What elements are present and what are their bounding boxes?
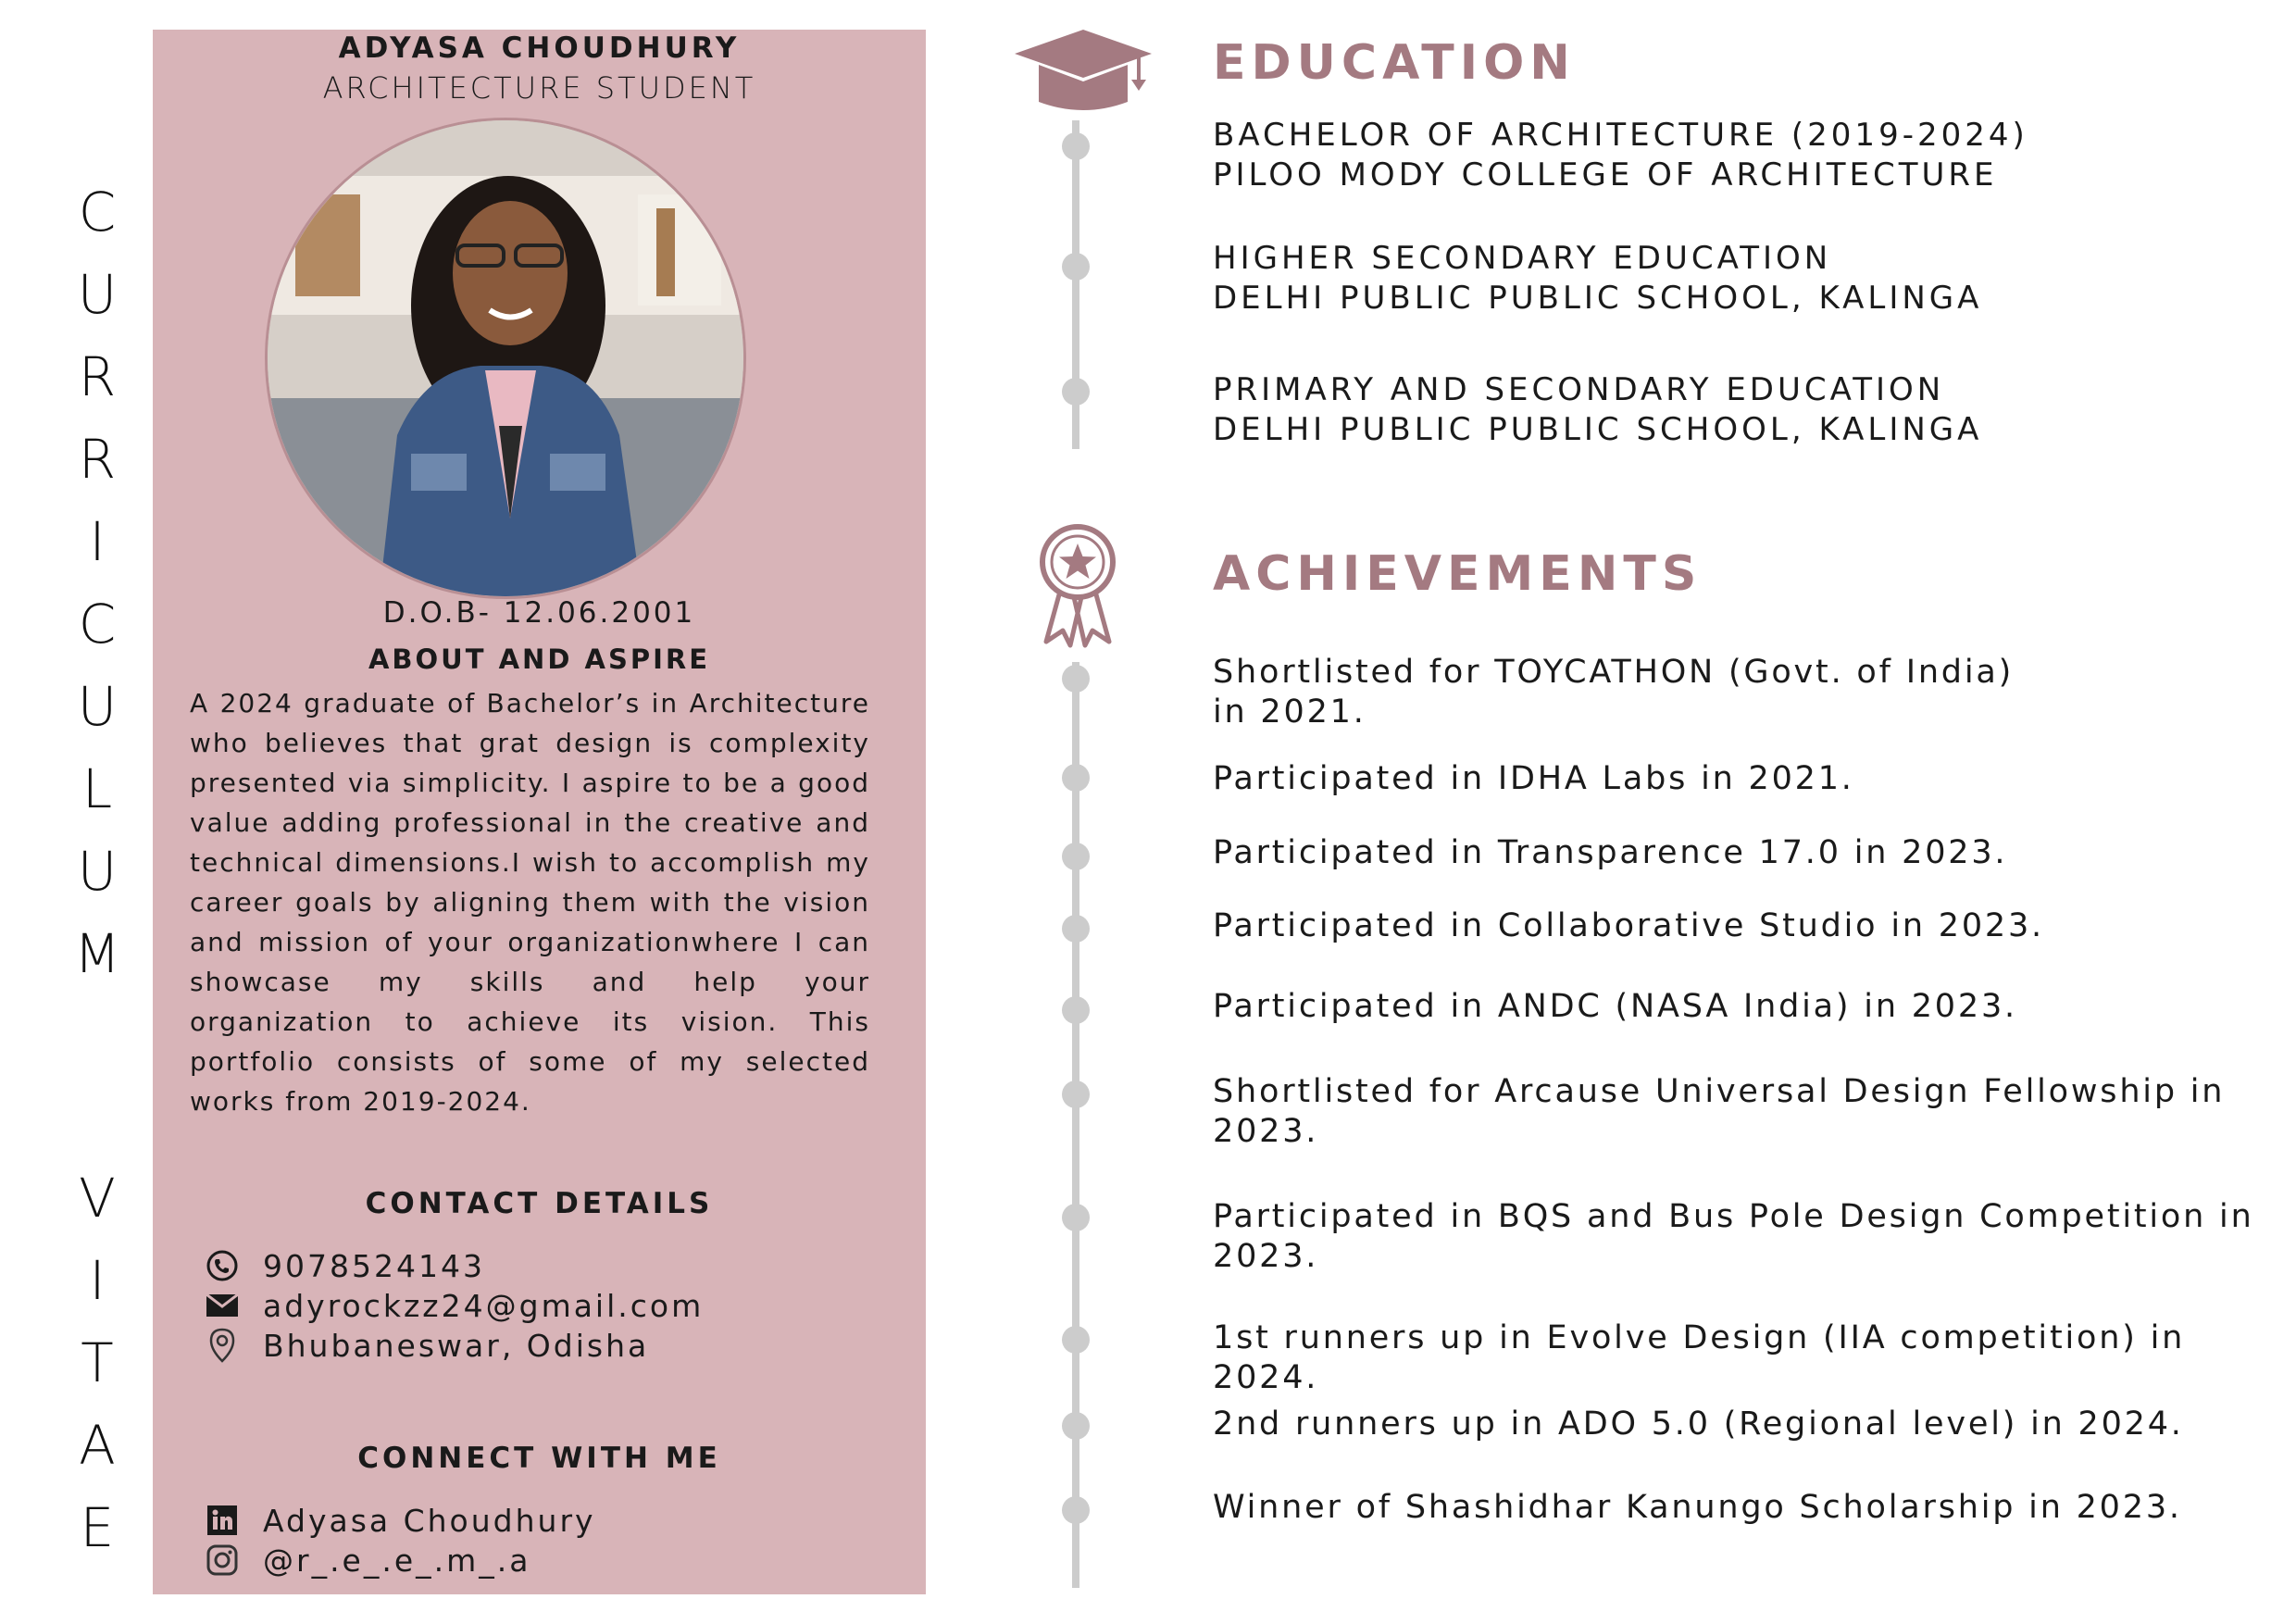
- instagram-handle[interactable]: @r_.e_.e_.m_.a: [263, 1542, 531, 1579]
- location-pin-icon: [204, 1327, 241, 1364]
- achievements-heading: ACHIEVEMENTS: [1213, 546, 1703, 602]
- timeline-dot: [1062, 1496, 1090, 1524]
- achievement-text: Participated in BQS and Bus Pole Design Competition in: [1213, 1198, 2254, 1235]
- graduation-cap-icon: [1009, 26, 1157, 122]
- achievement-item-2: [1213, 759, 2268, 799]
- connect-heading: CONNECT WITH ME: [357, 1442, 721, 1475]
- achievement-text: 2023.: [1213, 1238, 1319, 1275]
- vertical-letter: C: [78, 593, 117, 656]
- contact-phone: [204, 1247, 485, 1284]
- about-heading: ABOUT AND ASPIRE: [368, 643, 711, 675]
- vertical-letter: R: [78, 428, 117, 491]
- vertical-letter: I: [89, 510, 106, 573]
- timeline-dot: [1062, 843, 1090, 870]
- profile-panel: [153, 30, 926, 1594]
- about-text: A 2024 graduate of Bachelor’s in Architecture who believes that grat design is complexity presented via simplicity. I aspire to be a good value adding professional in the creative and technical dimensions.I wish to accomplish my career goals by aligning them with the vision and mission of your organizationwhere I can showcase my skills and help your organization to achieve its vision. This portfolio consists of some of my selected works from 2019-2024.: [190, 688, 870, 1117]
- contact-heading: CONTACT DETAILS: [365, 1187, 714, 1220]
- timeline-dot: [1062, 1204, 1090, 1231]
- contact-email: [204, 1287, 704, 1324]
- timeline-dot: [1062, 1412, 1090, 1440]
- linkedin-name[interactable]: Adyasa Choudhury: [263, 1502, 596, 1539]
- profile-photo: [265, 118, 746, 599]
- achievement-item-8: [1213, 1318, 2268, 1398]
- profile-name: ADYASA CHOUDHURY: [338, 31, 741, 65]
- vertical-letter: U: [77, 840, 118, 903]
- connect-linkedin: [204, 1502, 596, 1539]
- achievement-text: 2nd runners up in ADO 5.0 (Regional level) in 2024.: [1213, 1405, 2184, 1443]
- vertical-letter: C: [78, 181, 117, 244]
- location-text: Bhubaneswar, Odisha: [263, 1327, 650, 1364]
- achievement-text: Shortlisted for Arcause Universal Design Fellowship in: [1213, 1073, 2226, 1110]
- date-of-birth: D.O.B- 12.06.2001: [382, 596, 696, 630]
- achievement-text: Participated in ANDC (NASA India) in 2023.: [1213, 988, 2017, 1025]
- vertical-letter: A: [79, 1414, 116, 1477]
- timeline-dot: [1062, 253, 1090, 281]
- achievement-text: Participated in Collaborative Studio in 2023.: [1213, 907, 2044, 944]
- education-item-2: [1213, 239, 1982, 319]
- profile-photo-illustration: [268, 120, 746, 599]
- education-institution: DELHI PUBLIC PUBLIC SCHOOL, KALINGA: [1213, 280, 1983, 317]
- achievement-item-3: [1213, 833, 2268, 873]
- achievement-item-5: [1213, 987, 2268, 1027]
- timeline-dot: [1062, 132, 1090, 160]
- vertical-letter: T: [81, 1331, 114, 1394]
- vertical-letter: I: [89, 1249, 106, 1312]
- vertical-letter: L: [81, 757, 113, 820]
- achievement-item-1: [1213, 653, 2268, 732]
- timeline-dot: [1062, 1081, 1090, 1108]
- vertical-letter: U: [77, 675, 118, 738]
- achievement-item-7: [1213, 1197, 2268, 1277]
- vertical-letter: M: [73, 922, 121, 985]
- timeline-dot: [1062, 1326, 1090, 1354]
- connect-instagram: [204, 1542, 531, 1579]
- achievement-item-6: [1213, 1072, 2268, 1152]
- education-degree: HIGHER SECONDARY EDUCATION: [1213, 240, 1832, 277]
- achievement-text: 1st runners up in Evolve Design (IIA competition) in 2024.: [1213, 1319, 2186, 1396]
- achievement-text: in 2021.: [1213, 693, 1366, 731]
- timeline-dot: [1062, 764, 1090, 792]
- education-item-3: [1213, 370, 1982, 450]
- timeline-dot: [1062, 996, 1090, 1024]
- vertical-title-vitae: [65, 1157, 130, 1569]
- profile-role: ARCHITECTURE STUDENT: [322, 70, 756, 106]
- award-ribbon-icon: [1035, 523, 1120, 652]
- achievement-item-4: [1213, 906, 2268, 946]
- achievement-text: Shortlisted for TOYCATHON (Govt. of India): [1213, 654, 2015, 691]
- timeline-dot: [1062, 915, 1090, 943]
- achievement-item-10: [1213, 1488, 2268, 1528]
- achievement-text: Participated in IDHA Labs in 2021.: [1213, 760, 1854, 797]
- phone-number[interactable]: 9078524143: [263, 1247, 485, 1284]
- instagram-icon: [204, 1542, 241, 1579]
- linkedin-icon: [204, 1502, 241, 1539]
- vertical-letter: V: [79, 1167, 116, 1230]
- achievement-text: 2023.: [1213, 1113, 1319, 1150]
- education-heading: EDUCATION: [1213, 35, 1576, 91]
- achievements-timeline: [1072, 662, 1079, 1588]
- education-degree: PRIMARY AND SECONDARY EDUCATION: [1213, 371, 1945, 408]
- vertical-letter: R: [78, 345, 117, 408]
- vertical-letter: E: [80, 1496, 115, 1559]
- vertical-title-curriculum: [65, 171, 130, 995]
- vertical-letter: U: [77, 263, 118, 326]
- education-item-1: [1213, 116, 2028, 195]
- timeline-dot: [1062, 378, 1090, 406]
- timeline-dot: [1062, 665, 1090, 693]
- email-address[interactable]: adyrockzz24@gmail.com: [263, 1287, 705, 1324]
- education-institution: DELHI PUBLIC PUBLIC SCHOOL, KALINGA: [1213, 411, 1983, 448]
- education-degree: BACHELOR OF ARCHITECTURE (2019-2024): [1213, 117, 2028, 154]
- mail-icon: [204, 1287, 241, 1324]
- achievement-text: Participated in Transparence 17.0 in 2023.: [1213, 834, 2008, 871]
- education-institution: PILOO MODY COLLEGE OF ARCHITECTURE: [1213, 156, 1998, 194]
- phone-icon: [204, 1247, 241, 1284]
- achievement-text: Winner of Shashidhar Kanungo Scholarship in 2023.: [1213, 1489, 2182, 1526]
- achievement-item-9: [1213, 1405, 2268, 1444]
- contact-location: [204, 1327, 649, 1364]
